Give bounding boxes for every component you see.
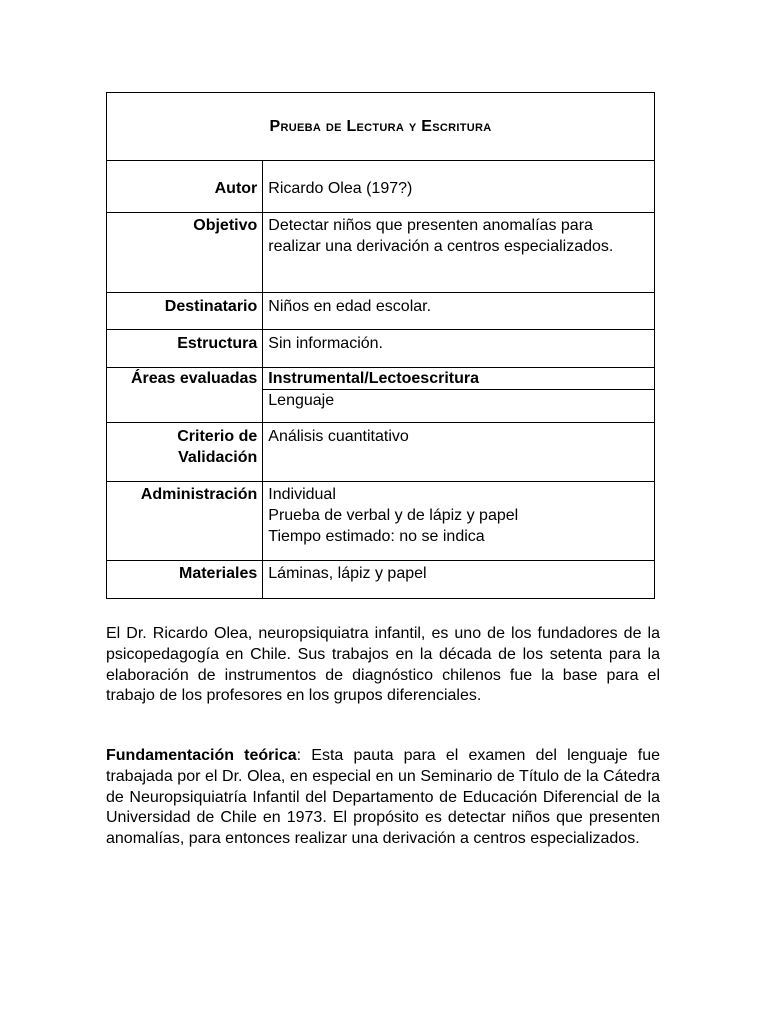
criterio-label bbox=[107, 423, 263, 482]
table-row-criterio bbox=[107, 423, 655, 482]
criterio-label-line2: Validación bbox=[178, 449, 258, 466]
areas-value-1: Instrumental/Lectoescritura bbox=[263, 368, 655, 390]
administracion-label: Administración bbox=[107, 482, 263, 561]
administracion-line2: Prueba de verbal y de lápiz y papel bbox=[268, 507, 519, 524]
table-row-materiales bbox=[107, 561, 655, 599]
materiales-value: Láminas, lápiz y papel bbox=[263, 561, 655, 599]
areas-value-2: Lenguaje bbox=[263, 390, 655, 423]
table-row-objetivo bbox=[107, 213, 655, 293]
administracion-value bbox=[263, 482, 655, 561]
intro-paragraph: El Dr. Ricardo Olea, neuropsiquiatra infantil, es uno de los fundadores de la psicopedagogía en Chile. Sus trabajos en la década de los setenta para la elaboración de instrumentos de diagnóstico chilenos fue la base para el trabajo de los profesores en los grupos diferenciales. bbox=[106, 625, 660, 705]
administracion-line1: Individual bbox=[268, 486, 336, 503]
theory-paragraph-lead: Fundamentación teórica bbox=[106, 747, 297, 764]
administracion-line3: Tiempo estimado: no se indica bbox=[268, 528, 485, 545]
table-title: Prueba de Lectura y Escritura bbox=[107, 93, 655, 161]
autor-value: Ricardo Olea (197?) bbox=[263, 161, 655, 213]
destinatario-value: Niños en edad escolar. bbox=[263, 293, 655, 330]
table-row-administracion bbox=[107, 482, 655, 561]
theory-paragraph-text: : Esta pauta para el examen del lenguaje fue trabajada por el Dr. Olea, en especial en un Seminario de Título de la Cátedra de Neuropsiquiatría Infantil del Departamento de Educación Diferencial de la Universidad de Chile en 1973. El propósito es detectar niños que presenten anomalías, para entonces realizar una derivación a centros especializados. bbox=[106, 747, 661, 848]
table-row-autor bbox=[107, 161, 655, 213]
objetivo-value: Detectar niños que presenten anomalías para realizar una derivación a centros especializados. bbox=[263, 213, 655, 293]
criterio-label-line1: Criterio de bbox=[177, 428, 258, 445]
table-row-estructura bbox=[107, 330, 655, 368]
estructura-value: Sin información. bbox=[263, 330, 655, 368]
theory-paragraph bbox=[106, 746, 660, 850]
table-row-destinatario bbox=[107, 293, 655, 330]
table-title-row bbox=[107, 93, 655, 161]
areas-label: Áreas evaluadas bbox=[107, 368, 263, 423]
table-row-areas bbox=[107, 368, 655, 390]
criterio-value: Análisis cuantitativo bbox=[263, 423, 655, 482]
estructura-label: Estructura bbox=[107, 330, 263, 368]
autor-label: Autor bbox=[107, 161, 263, 213]
destinatario-label: Destinatario bbox=[107, 293, 263, 330]
materiales-label: Materiales bbox=[107, 561, 263, 599]
test-info-table bbox=[106, 92, 655, 599]
objetivo-label: Objetivo bbox=[107, 213, 263, 293]
